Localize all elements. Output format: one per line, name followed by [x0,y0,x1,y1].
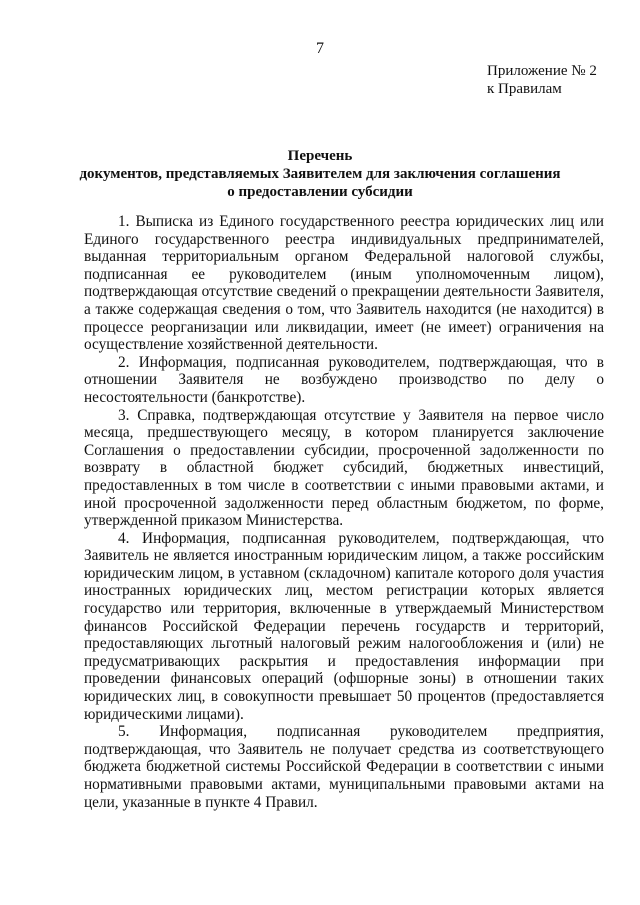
title-line-3: о предоставлении субсидии [227,184,413,200]
title-line-1: Перечень [287,148,353,164]
list-item-3: 3. Справка, подтверждающая отсутствие у Заявителя на первое число месяца, предшествующего месяцу, в котором планируется заключение Соглашения о предоставлении субсидии, просроченной задолженности по возврату в областной бюджет субсидий, бюджетных инвестиций, предоставленных в том числе в соответствии с иными правовыми актами, и иной просроченной задолженности перед областным бюджетом, по форме, утвержденной приказом Министерства. [84,406,604,530]
document-title [0,147,640,201]
list-item-5: 5. Информация, подписанная руководителем предприятия, подтверждающая, что Заявитель не получает средства из соответствующего бюджета бюджетной системы Российской Федерации в соответствии с иными нормативными правовыми актами, муниципальными правовыми актами на цели, указанные в пункте 4 Правил. [84,723,604,811]
list-item-1: 1. Выписка из Единого государственного реестра юридических лиц или Единого государственного реестра индивидуальных предпринимателей, выданная территориальным органом Федеральной налоговой службы, подписанная ее руководителем (иным уполномоченным лицом), подтверждающая отсутствие сведений о прекращении деятельности Заявителя, а также содержащая сведения о том, что Заявитель находится (не находится) в процессе реорганизации или ликвидации, имеет (не имеет) ограничения на осуществление хозяйственной деятельности. [84,213,604,354]
document-body [84,213,604,811]
page-number: 7 [316,40,324,57]
appendix-rules-ref: к Правилам [487,81,562,97]
list-item-2: 2. Информация, подписанная руководителем, подтверждающая, что в отношении Заявителя не возбуждено производство по делу о несостоятельности (банкротстве). [84,353,604,406]
appendix-reference [487,62,597,98]
appendix-number: Приложение № 2 [487,63,597,79]
list-item-4: 4. Информация, подписанная руководителем, подтверждающая, что Заявитель не является иностранным юридическим лицом, а также российским юридическим лицом, в уставном (складочном) капитале которого доля участия иностранных юридических лиц, местом регистрации которых является государство или территория, включенные в утверждаемый Министерством финансов Российской Федерации перечень государств и территорий, предоставляющих льготный налоговый режим налогообложения и (или) не предусматривающих раскрытия и предоставления информации при проведении финансовых операций (офшорные зоны) в отношении таких юридических лиц, в совокупности превышает 50 процентов (предоставляется юридическими лицами). [84,529,604,723]
title-line-2: документов, представляемых Заявителем для заключения соглашения [79,166,561,182]
